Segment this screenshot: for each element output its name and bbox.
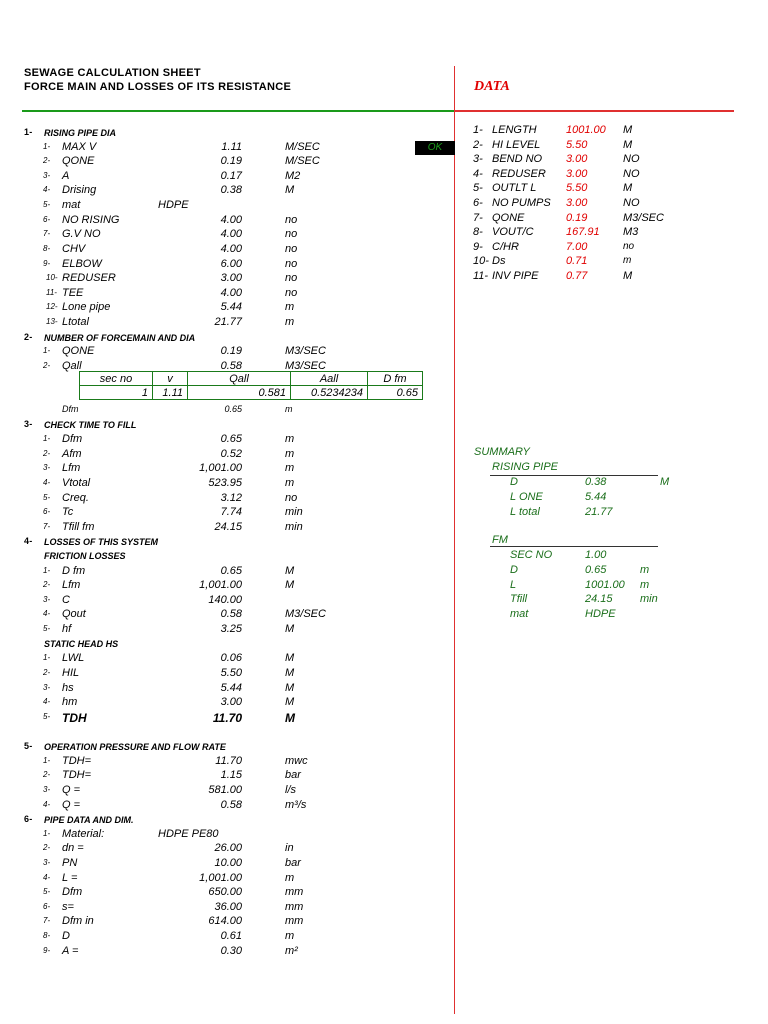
table-header-cell: Qall xyxy=(188,372,291,386)
row-unit: no xyxy=(285,243,298,255)
data-row-value: 3.00 xyxy=(566,153,588,165)
row-label: Dfm in xyxy=(62,915,94,927)
summary-label: SEC NO xyxy=(510,549,553,561)
row-value: 4.00 xyxy=(220,243,242,255)
row-unit: m xyxy=(285,930,295,942)
summary-label: L total xyxy=(510,506,540,518)
summary-value: 5.44 xyxy=(585,491,607,503)
row-unit: M/SEC xyxy=(285,141,320,153)
data-row-value: 0.71 xyxy=(566,255,588,267)
row-unit: min xyxy=(285,506,303,518)
row-label: REDUSER xyxy=(62,272,116,284)
table-cell: 0.65 xyxy=(368,386,423,400)
row-value: 1.11 xyxy=(221,141,242,153)
data-row-value: 7.00 xyxy=(566,241,588,253)
row-value: 1,001.00 xyxy=(199,579,242,591)
row-number: 12- xyxy=(46,302,58,311)
summary-label: D xyxy=(510,476,518,488)
row-unit: M xyxy=(285,184,295,196)
data-row-unit: no xyxy=(623,241,635,252)
row-value: 523.95 xyxy=(208,477,242,489)
row-unit: mm xyxy=(285,901,304,913)
data-row-label: INV PIPE xyxy=(492,270,539,282)
data-row-number: 7- xyxy=(473,212,483,224)
row-number: 5- xyxy=(43,624,51,633)
row-label: Creq. xyxy=(62,492,89,504)
row-label: Vtotal xyxy=(62,477,91,489)
section-heading: NUMBER OF FORCEMAIN AND DIA xyxy=(44,333,196,343)
table-header-cell: v xyxy=(153,372,188,386)
summary-label: L ONE xyxy=(510,491,543,503)
row-number: 1- xyxy=(43,566,51,575)
table-header-row xyxy=(80,372,423,386)
row-number: 3- xyxy=(43,595,51,604)
row-value: 581.00 xyxy=(208,784,242,796)
row-unit: M3/SEC xyxy=(285,345,326,357)
row-label: MAX V xyxy=(62,141,97,153)
row-label: A xyxy=(62,170,70,182)
row-value: 5.50 xyxy=(220,667,242,679)
row-label: Q = xyxy=(62,799,81,811)
row-label: LWL xyxy=(62,652,85,664)
data-row-value: 5.50 xyxy=(566,139,588,151)
row-label: mat xyxy=(62,199,81,211)
section-heading: LOSSES OF THIS SYSTEM xyxy=(44,537,159,547)
row-unit: M xyxy=(285,623,295,635)
row-number: 6- xyxy=(43,507,51,516)
data-row-value: 1001.00 xyxy=(566,124,606,136)
section-heading: PIPE DATA AND DIM. xyxy=(44,815,134,825)
data-row-number: 9- xyxy=(473,241,483,253)
row-material: HDPE xyxy=(158,199,189,211)
section-number: 2- xyxy=(24,332,33,342)
row-label: Lfm xyxy=(62,462,81,474)
row-value: 0.58 xyxy=(220,799,242,811)
row-label: dn = xyxy=(62,842,84,854)
data-row-unit: M3 xyxy=(623,226,639,238)
row-unit: bar xyxy=(285,769,301,781)
table-cell: 1.11 xyxy=(153,386,188,400)
row-number: 3- xyxy=(43,785,51,794)
row-unit: m xyxy=(285,301,295,313)
data-row-value: 0.19 xyxy=(566,212,588,224)
row-unit: M3/SEC xyxy=(285,608,326,620)
row-label: Dfm xyxy=(62,886,83,898)
data-row-number: 6- xyxy=(473,197,483,209)
data-row-number: 3- xyxy=(473,153,483,165)
row-label: Qall xyxy=(62,360,82,372)
row-number: 5- xyxy=(43,493,51,502)
row-number: 3- xyxy=(43,463,51,472)
row-label: PN xyxy=(62,857,78,869)
row-number: 2- xyxy=(43,449,51,458)
row-number: 4- xyxy=(43,800,51,809)
row-value: 36.00 xyxy=(214,901,242,913)
table-cell: 0.581 xyxy=(188,386,291,400)
row-label: ELBOW xyxy=(62,258,102,270)
data-row-label: QONE xyxy=(492,212,525,224)
row-value: 5.44 xyxy=(220,301,242,313)
row-value: 24.15 xyxy=(214,521,242,533)
header-green-rule xyxy=(22,110,454,112)
row-value: 0.58 xyxy=(220,360,242,372)
data-row-label: LENGTH xyxy=(492,124,537,136)
row-value: 1,001.00 xyxy=(199,872,242,884)
data-row-value: 3.00 xyxy=(566,197,588,209)
row-label: TDH= xyxy=(62,755,92,767)
row-value: 6.00 xyxy=(220,258,242,270)
data-row-label: HI LEVEL xyxy=(492,139,541,151)
section-heading: RISING PIPE DIA xyxy=(44,128,117,138)
sheet-subtitle: FORCE MAIN AND LOSSES OF ITS RESISTANCE xyxy=(24,81,292,93)
ok-status-badge: OK xyxy=(415,141,455,155)
data-row-number: 4- xyxy=(473,168,483,180)
row-value: 0.19 xyxy=(220,345,242,357)
row-value: 0.52 xyxy=(220,448,242,460)
row-label: Drising xyxy=(62,184,97,196)
summary-value: 21.77 xyxy=(585,506,613,518)
data-row-label: VOUT/C xyxy=(492,226,534,238)
row-number: 1- xyxy=(43,756,51,765)
row-unit: m xyxy=(285,404,293,414)
data-row-unit: M xyxy=(623,139,633,151)
row-number: 5- xyxy=(43,200,51,209)
row-unit: m xyxy=(285,316,295,328)
row-label: D fm xyxy=(62,565,86,577)
row-unit: M xyxy=(285,652,295,664)
row-unit: no xyxy=(285,214,298,226)
row-value: 0.61 xyxy=(220,930,242,942)
section-heading: CHECK TIME TO FILL xyxy=(44,420,137,430)
section-heading: OPERATION PRESSURE AND FLOW RATE xyxy=(44,742,226,752)
row-label: Tc xyxy=(62,506,74,518)
data-row-value: 5.50 xyxy=(566,182,588,194)
data-row-number: 11- xyxy=(473,270,489,282)
row-unit: M3/SEC xyxy=(285,360,326,372)
data-row-unit: NO xyxy=(623,168,640,180)
row-unit: no xyxy=(285,272,298,284)
row-number: 8- xyxy=(43,931,51,940)
row-number: 7- xyxy=(43,522,51,531)
row-number: 1- xyxy=(43,829,51,838)
row-value: 3.12 xyxy=(220,492,242,504)
row-value: 0.58 xyxy=(220,608,242,620)
row-unit: m² xyxy=(285,945,298,957)
data-row-unit: M xyxy=(623,124,633,136)
data-row-label: OUTLT L xyxy=(492,182,537,194)
row-unit: no xyxy=(285,287,298,299)
row-number: 1- xyxy=(43,142,51,151)
data-row-label: Ds xyxy=(492,255,506,267)
row-value: 1,001.00 xyxy=(199,462,242,474)
row-value: 0.65 xyxy=(220,565,242,577)
row-number: 2- xyxy=(43,156,51,165)
row-value: 21.77 xyxy=(214,316,242,328)
row-unit: min xyxy=(285,521,303,533)
row-value: 7.74 xyxy=(220,506,242,518)
row-unit: mwc xyxy=(285,755,308,767)
row-unit: M/SEC xyxy=(285,155,320,167)
row-label: NO RISING xyxy=(62,214,120,226)
summary-unit: m xyxy=(640,579,650,591)
data-row-value: 3.00 xyxy=(566,168,588,180)
row-value: 1.15 xyxy=(220,769,242,781)
summary-title: SUMMARY xyxy=(474,446,530,458)
summary-value: 0.65 xyxy=(585,564,607,576)
row-value: 5.44 xyxy=(220,682,242,694)
row-value: 11.70 xyxy=(212,711,242,725)
row-number: 4- xyxy=(43,478,51,487)
row-label: L = xyxy=(62,872,78,884)
data-title: DATA xyxy=(474,79,510,94)
row-number: 4- xyxy=(43,185,51,194)
row-value: 4.00 xyxy=(220,228,242,240)
row-number: 3- xyxy=(43,683,51,692)
row-number: 13- xyxy=(46,317,58,326)
summary-value: 24.15 xyxy=(585,593,613,605)
table-cell: 0.5234234 xyxy=(291,386,368,400)
subsection-heading: STATIC HEAD HS xyxy=(44,639,119,649)
row-value: 3.00 xyxy=(220,696,242,708)
section-number: 6- xyxy=(24,814,33,824)
row-value: 650.00 xyxy=(208,886,242,898)
row-label: hf xyxy=(62,623,72,635)
row-label: D xyxy=(62,930,70,942)
row-number: 5- xyxy=(43,887,51,896)
summary-unit: m xyxy=(640,564,650,576)
table-cell: 1 xyxy=(80,386,153,400)
row-number: 10- xyxy=(46,273,58,282)
row-number: 9- xyxy=(43,946,51,955)
row-unit: m xyxy=(285,872,295,884)
row-value: 3.00 xyxy=(220,272,242,284)
row-unit: bar xyxy=(285,857,301,869)
row-value: 4.00 xyxy=(220,214,242,226)
row-number: 2- xyxy=(43,361,51,370)
row-number: 3- xyxy=(43,858,51,867)
data-row-number: 2- xyxy=(473,139,483,151)
summary-value: 1.00 xyxy=(585,549,607,561)
table-row xyxy=(80,386,423,400)
row-unit: m xyxy=(285,433,295,445)
row-unit: in xyxy=(285,842,294,854)
row-value: 140.00 xyxy=(208,594,242,606)
row-number: 8- xyxy=(43,244,51,253)
row-label: TDH= xyxy=(62,769,92,781)
row-label: Q = xyxy=(62,784,81,796)
row-unit: M xyxy=(285,696,295,708)
row-unit: no xyxy=(285,228,298,240)
row-label: CHV xyxy=(62,243,86,255)
section-number: 4- xyxy=(24,536,33,546)
data-row-number: 5- xyxy=(473,182,483,194)
row-label: TDH xyxy=(62,711,87,725)
row-unit: l/s xyxy=(285,784,296,796)
table-header-cell: sec no xyxy=(80,372,153,386)
summary-unit: min xyxy=(640,593,658,605)
row-label: QONE xyxy=(62,345,95,357)
summary-label: mat xyxy=(510,608,529,620)
row-value: 0.65 xyxy=(224,404,242,414)
row-value: 26.00 xyxy=(214,842,242,854)
fm-title: FM xyxy=(492,534,508,546)
row-number: 4- xyxy=(43,697,51,706)
data-row-number: 8- xyxy=(473,226,483,238)
row-number: 2- xyxy=(43,580,51,589)
row-unit: no xyxy=(285,492,298,504)
row-value: 3.25 xyxy=(220,623,242,635)
row-value: 0.65 xyxy=(220,433,242,445)
row-number: 3- xyxy=(43,171,51,180)
row-number: 7- xyxy=(43,916,51,925)
row-unit: M xyxy=(285,579,295,591)
row-number: 1- xyxy=(43,346,51,355)
summary-label: D xyxy=(510,564,518,576)
row-label: Dfm xyxy=(62,433,83,445)
row-label: QONE xyxy=(62,155,95,167)
row-unit: mm xyxy=(285,915,304,927)
table-header-cell: Aall xyxy=(291,372,368,386)
data-row-unit: m xyxy=(623,255,632,266)
row-unit: m xyxy=(285,462,295,474)
rising-pipe-title: RISING PIPE xyxy=(492,461,559,473)
row-label: hs xyxy=(62,682,74,694)
row-value: 11.70 xyxy=(215,755,242,767)
row-label: C xyxy=(62,594,70,606)
summary-label: L xyxy=(510,579,517,591)
summary-value: 0.38 xyxy=(585,476,607,488)
data-row-label: REDUSER xyxy=(492,168,546,180)
data-row-unit: M3/SEC xyxy=(623,212,664,224)
data-row-unit: NO xyxy=(623,197,640,209)
row-number: 9- xyxy=(43,259,51,268)
row-value: 0.17 xyxy=(220,170,242,182)
row-unit: m xyxy=(285,477,295,489)
section-number: 3- xyxy=(24,419,33,429)
row-label: Lfm xyxy=(62,579,81,591)
row-material: HDPE PE80 xyxy=(158,828,219,840)
summary-label: Tfill xyxy=(510,593,528,605)
row-number: 1- xyxy=(43,653,51,662)
row-unit: m xyxy=(285,448,295,460)
header-red-rule xyxy=(454,110,734,112)
row-value: 4.00 xyxy=(220,287,242,299)
row-unit: m³/s xyxy=(285,799,307,811)
data-row-value: 167.91 xyxy=(566,226,600,238)
column-divider xyxy=(454,66,455,1014)
row-number: 11- xyxy=(46,288,57,297)
row-unit: M xyxy=(285,667,295,679)
data-row-label: C/HR xyxy=(492,241,519,253)
row-value: 0.30 xyxy=(220,945,242,957)
row-label: s= xyxy=(62,901,74,913)
row-number: 6- xyxy=(43,215,51,224)
table-header-cell: D fm xyxy=(368,372,423,386)
row-value: 10.00 xyxy=(214,857,242,869)
data-row-unit: M xyxy=(623,182,633,194)
row-unit: M xyxy=(285,565,295,577)
data-row-unit: M xyxy=(623,270,633,282)
row-label: Dfm xyxy=(62,404,79,414)
section-number: 5- xyxy=(24,741,33,751)
row-number: 2- xyxy=(43,843,51,852)
data-row-unit: NO xyxy=(623,153,640,165)
fm-underline xyxy=(490,546,658,547)
summary-unit: M xyxy=(660,476,670,488)
row-unit: no xyxy=(285,258,298,270)
data-row-label: NO PUMPS xyxy=(492,197,551,209)
row-label: A = xyxy=(62,945,79,957)
row-unit: M xyxy=(285,711,295,725)
row-label: TEE xyxy=(62,287,84,299)
row-value: 0.06 xyxy=(220,652,242,664)
row-value: 614.00 xyxy=(208,915,242,927)
row-number: 2- xyxy=(43,668,51,677)
row-number: 1- xyxy=(43,434,51,443)
row-number: 6- xyxy=(43,902,51,911)
row-unit: mm xyxy=(285,886,304,898)
row-number: 4- xyxy=(43,609,51,618)
row-number: 7- xyxy=(43,229,51,238)
row-label: Tfill fm xyxy=(62,521,95,533)
summary-value: HDPE xyxy=(585,608,616,620)
data-row-number: 10- xyxy=(473,255,489,267)
row-value: 0.38 xyxy=(220,184,242,196)
data-row-label: BEND NO xyxy=(492,153,543,165)
row-label: Ltotal xyxy=(62,316,89,328)
row-label: Afm xyxy=(62,448,82,460)
row-label: HIL xyxy=(62,667,80,679)
row-label: Lone pipe xyxy=(62,301,111,313)
section-number: 1- xyxy=(24,127,33,137)
row-number: 4- xyxy=(43,873,51,882)
row-label: hm xyxy=(62,696,78,708)
data-row-number: 1- xyxy=(473,124,483,136)
subsection-heading: FRICTION LOSSES xyxy=(44,551,126,561)
forcemain-table xyxy=(79,371,423,400)
row-value: 0.19 xyxy=(220,155,242,167)
row-label: Qout xyxy=(62,608,86,620)
row-number: 2- xyxy=(43,770,51,779)
summary-value: 1001.00 xyxy=(585,579,625,591)
row-unit: M xyxy=(285,682,295,694)
sheet-title: SEWAGE CALCULATION SHEET xyxy=(24,67,201,79)
row-number: 5- xyxy=(43,712,51,721)
row-label: G.V NO xyxy=(62,228,101,240)
data-row-value: 0.77 xyxy=(566,270,588,282)
row-label: Material: xyxy=(62,828,105,840)
row-unit: M2 xyxy=(285,170,301,182)
